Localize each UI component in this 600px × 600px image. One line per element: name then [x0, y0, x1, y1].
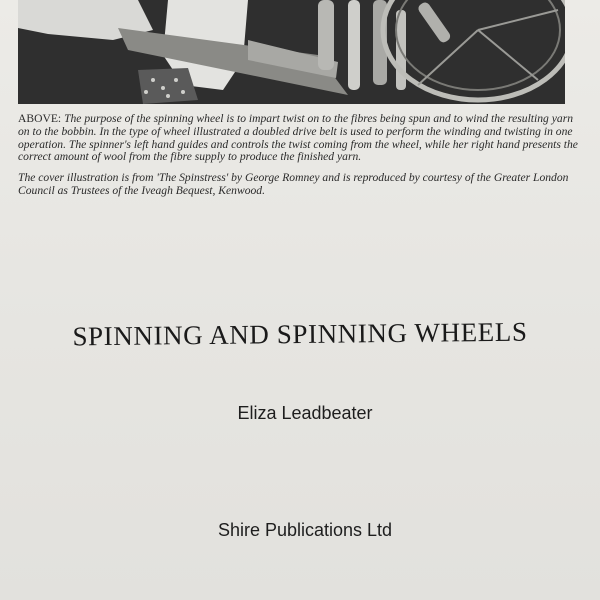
- caption-lead: ABOVE:: [18, 112, 62, 125]
- publisher-name: Shire Publications Ltd: [217, 520, 393, 540]
- caption-body: The purpose of the spinning wheel is to impart twist on to the fibres being spun and to wind the resulting yarn on to the bobbin. In the type of wheel illustrated a doubled drive belt is used to perform the winding and twisting in one operation. The spinner's left hand guides and controls the twist coming from the wheel, while her right hand presents the correct amount of wool from the fibre supply to produce the finished yarn.: [18, 112, 578, 164]
- book-title: SPINNING AND SPINNING WHEELS: [72, 316, 528, 352]
- cover-credit: The cover illustration is from 'The Spinstress' by George Romney and is reproduced by courtesy of the Greater London Council as Trustees of the Iveagh Bequest, Kenwood.: [18, 171, 569, 197]
- spinning-wheel-photo: [18, 0, 565, 104]
- caption-paragraph: [18, 113, 580, 164]
- spinning-wheel-illustration: [18, 0, 565, 104]
- author-name: Eliza Leadbeater: [237, 403, 373, 423]
- photo-caption: [18, 113, 580, 198]
